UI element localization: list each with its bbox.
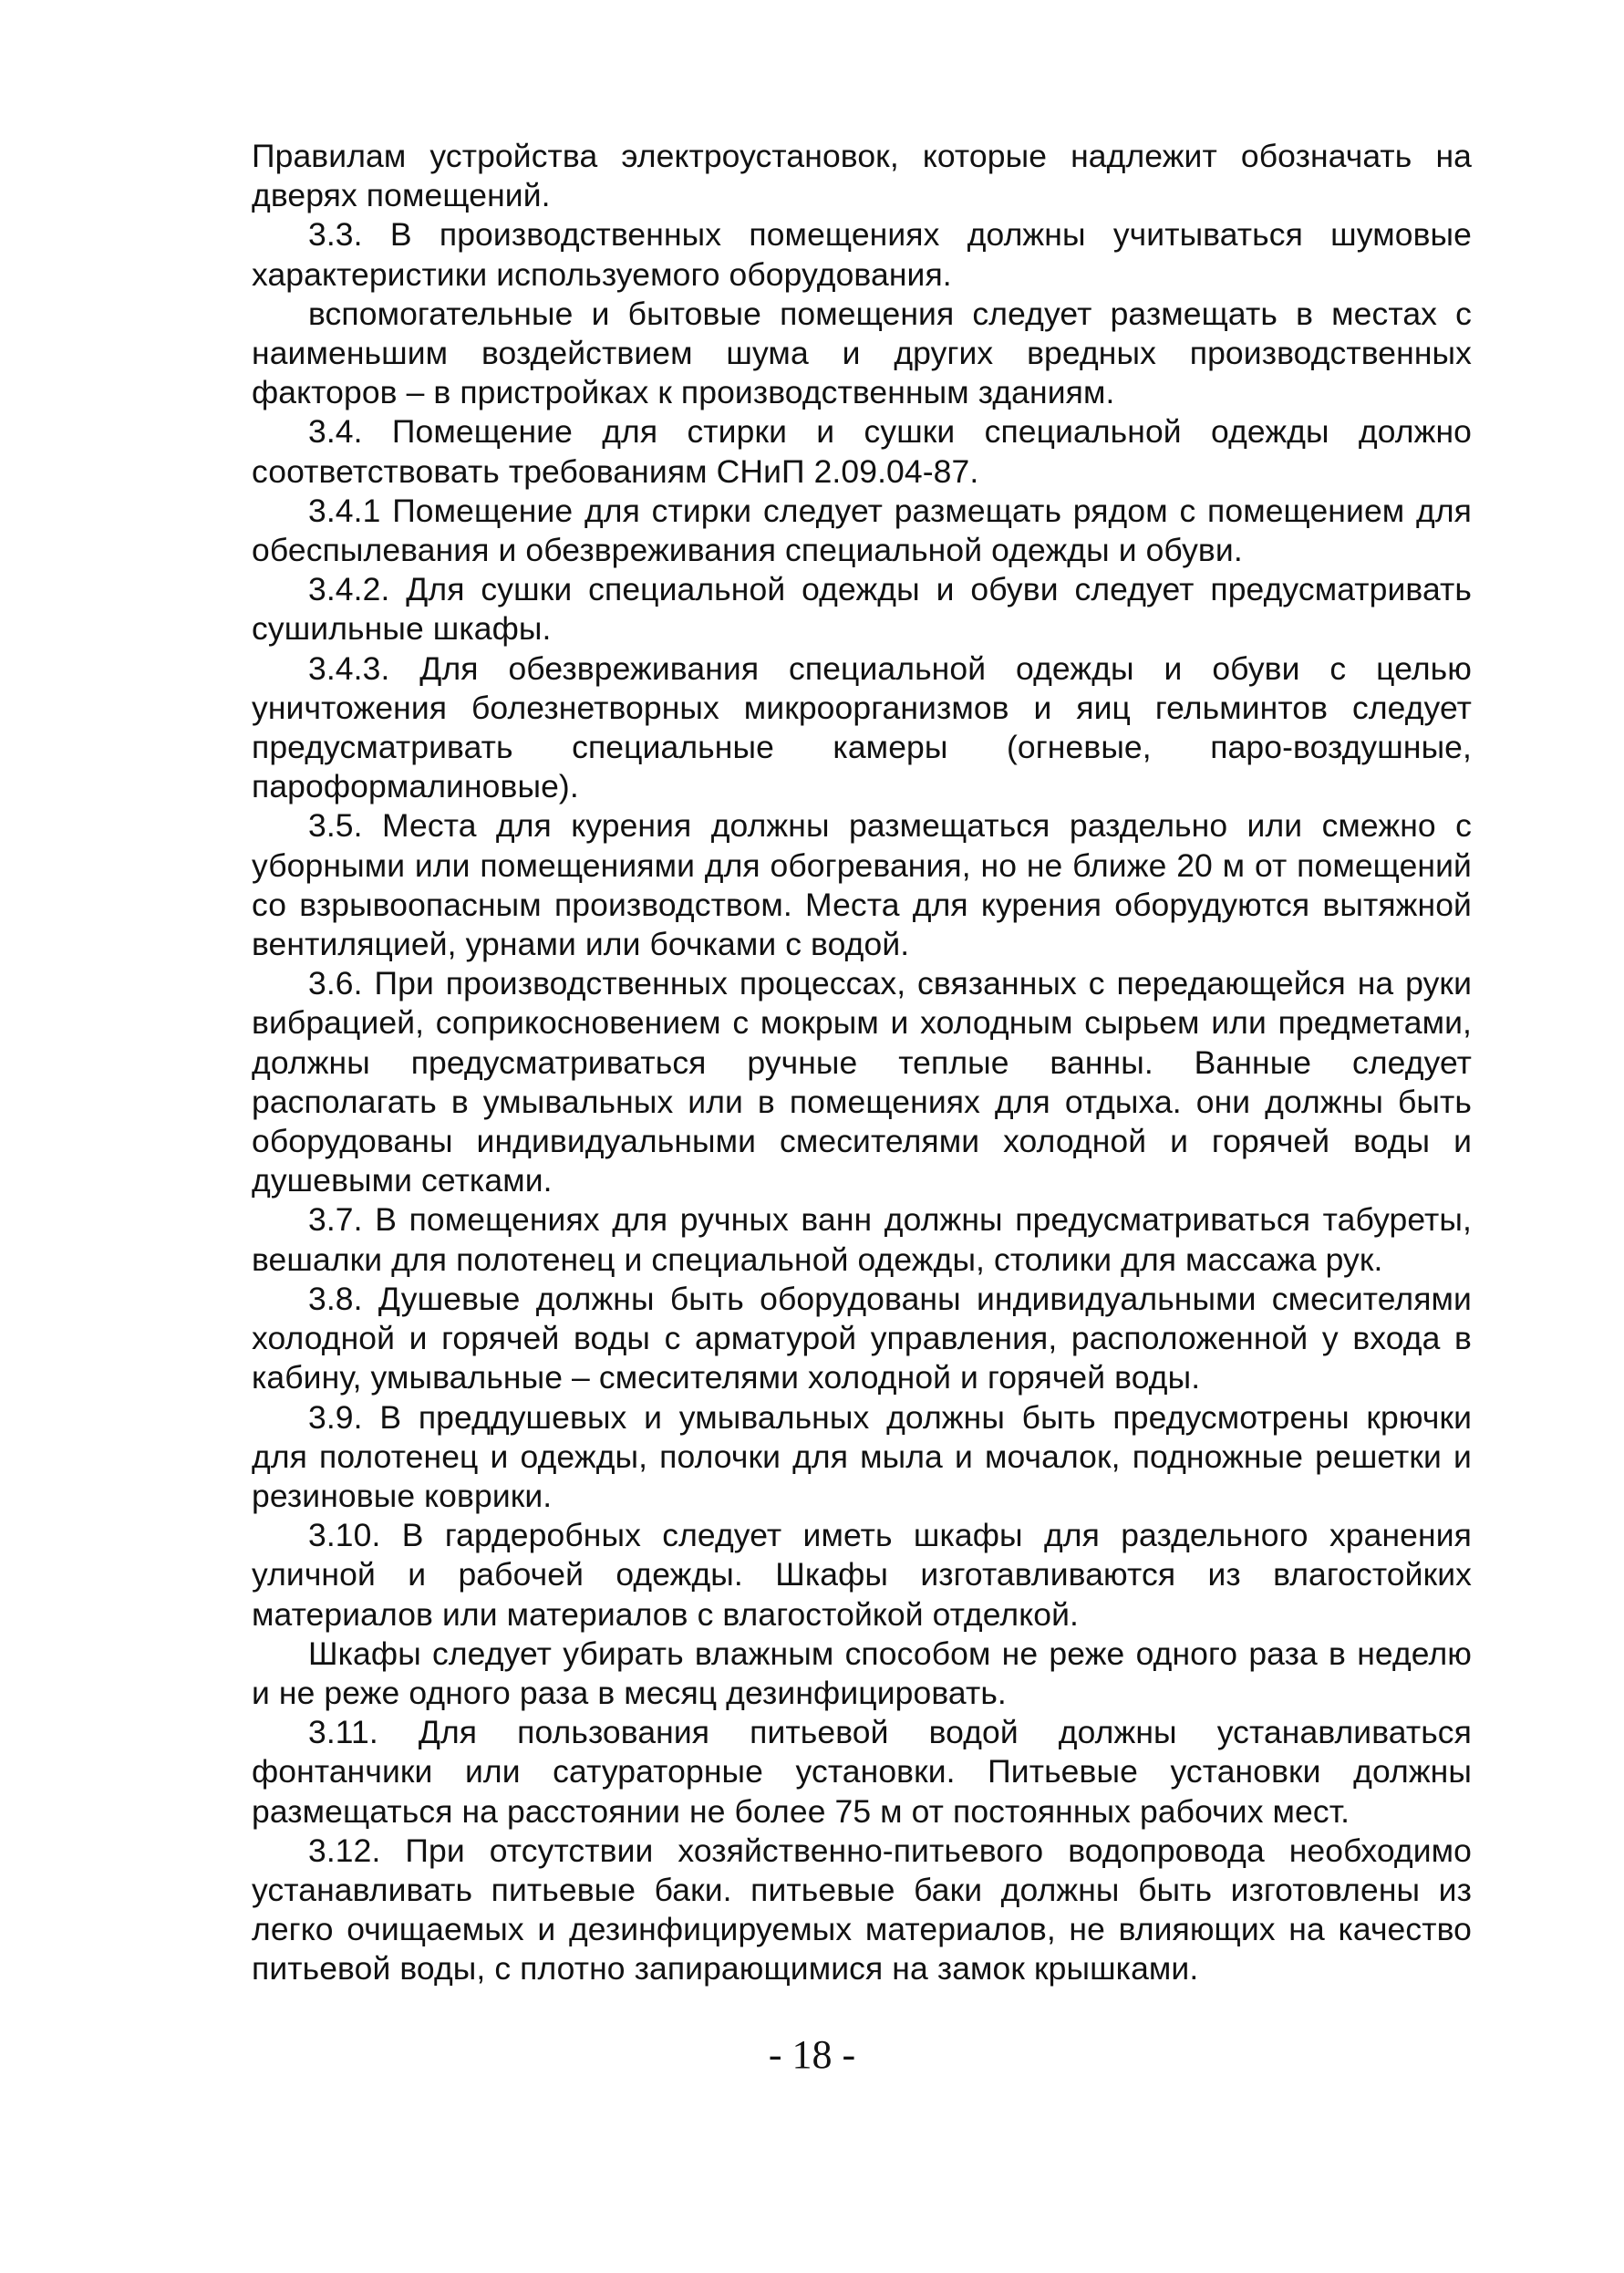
- paragraph-3-5: 3.5. Места для курения должны размещаться раздельно или смежно с уборными или помещениями для обогревания, но не ближе 20 м от помещений со взрывоопасным производством. Места для курения оборудуются вытяжной вентиляцией, урнами или бочками с водой.: [252, 807, 1472, 963]
- paragraph-3-8: 3.8. Душевые должны быть оборудованы индивидуальными смесителями холодной и горячей воды с арматурой управления, расположенной у входа в кабину, умывальные – смесителями холодной и горячей воды.: [252, 1280, 1472, 1396]
- document-page: [252, 137, 1472, 1989]
- paragraph-3-4-2: 3.4.2. Для сушки специальной одежды и обуви следует предусматривать сушильные шкафы.: [252, 571, 1472, 648]
- paragraph-3-7: 3.7. В помещениях для ручных ванн должны предусматриваться табуреты, вешалки для полотенец и специальной одежды, столики для массажа рук.: [252, 1201, 1472, 1278]
- page-number: - 18 -: [768, 2032, 856, 2077]
- paragraph-3-9: 3.9. В преддушевых и умывальных должны быть предусмотрены крючки для полотенец и одежды, полочки для мыла и мочалок, подножные решетки и резиновые коврики.: [252, 1398, 1472, 1514]
- paragraph-cabinets-cleaning: Шкафы следует убирать влажным способом не реже одного раза в неделю и не реже одного раза в месяц дезинфицировать.: [252, 1635, 1472, 1711]
- paragraph-3-12: 3.12. При отсутствии хозяйственно-питьевого водопровода необходимо устанавливать питьевые баки. питьевые баки должны быть изготовлены из легко очищаемых и дезинфицируемых материалов, не влияющих на качество питьевой воды, с плотно запирающимися на замок крышками.: [252, 1832, 1472, 1988]
- paragraph-3-6: 3.6. При производственных процессах, связанных с передающейся на руки вибрацией, соприкосновением с мокрым и холодным сырьем или предметами, должны предусматриваться ручные теплые ванны. Ванные следует располагать в умывальных или в помещениях для отдыха. они должны быть оборудованы индивидуальными смесителями холодной и горячей воды и душевыми сетками.: [252, 965, 1472, 1199]
- paragraph-3-4-1: 3.4.1 Помещение для стирки следует размещать рядом с помещением для обеспылевания и обезвреживания специальной одежды и обуви.: [252, 492, 1472, 569]
- paragraph-3-4: 3.4. Помещение для стирки и сушки специальной одежды должно соответствовать требованиям СНиП 2.09.04-87.: [252, 413, 1472, 490]
- paragraph-3-4-3: 3.4.3. Для обезвреживания специальной одежды и обуви с целью уничтожения болезнетворных микроорганизмов и яиц гельминтов следует предусматривать специальные камеры (огневые, паро-воздушные, пароформалиновые).: [252, 649, 1472, 805]
- paragraph-3-11: 3.11. Для пользования питьевой водой должны устанавливаться фонтанчики или сатураторные установки. Питьевые установки должны размещаться на расстоянии не более 75 м от постоянных рабочих мест.: [252, 1714, 1472, 1830]
- paragraph-3-10: 3.10. В гардеробных следует иметь шкафы для раздельного хранения уличной и рабочей одежды. Шкафы изготавливаются из влагостойких материалов или материалов с влагостойкой отделкой.: [252, 1517, 1472, 1633]
- paragraph-auxiliary-rooms: вспомогательные и бытовые помещения следует размещать в местах с наименьшим воздействием шума и других вредных производственных факторов – в пристройках к производственным зданиям.: [252, 295, 1472, 411]
- paragraph-continuation: Правилам устройства электроустановок, которые надлежит обозначать на дверях помещений.: [252, 138, 1472, 214]
- paragraph-3-3: 3.3. В производственных помещениях должны учитываться шумовые характеристики используемого оборудования.: [252, 216, 1472, 293]
